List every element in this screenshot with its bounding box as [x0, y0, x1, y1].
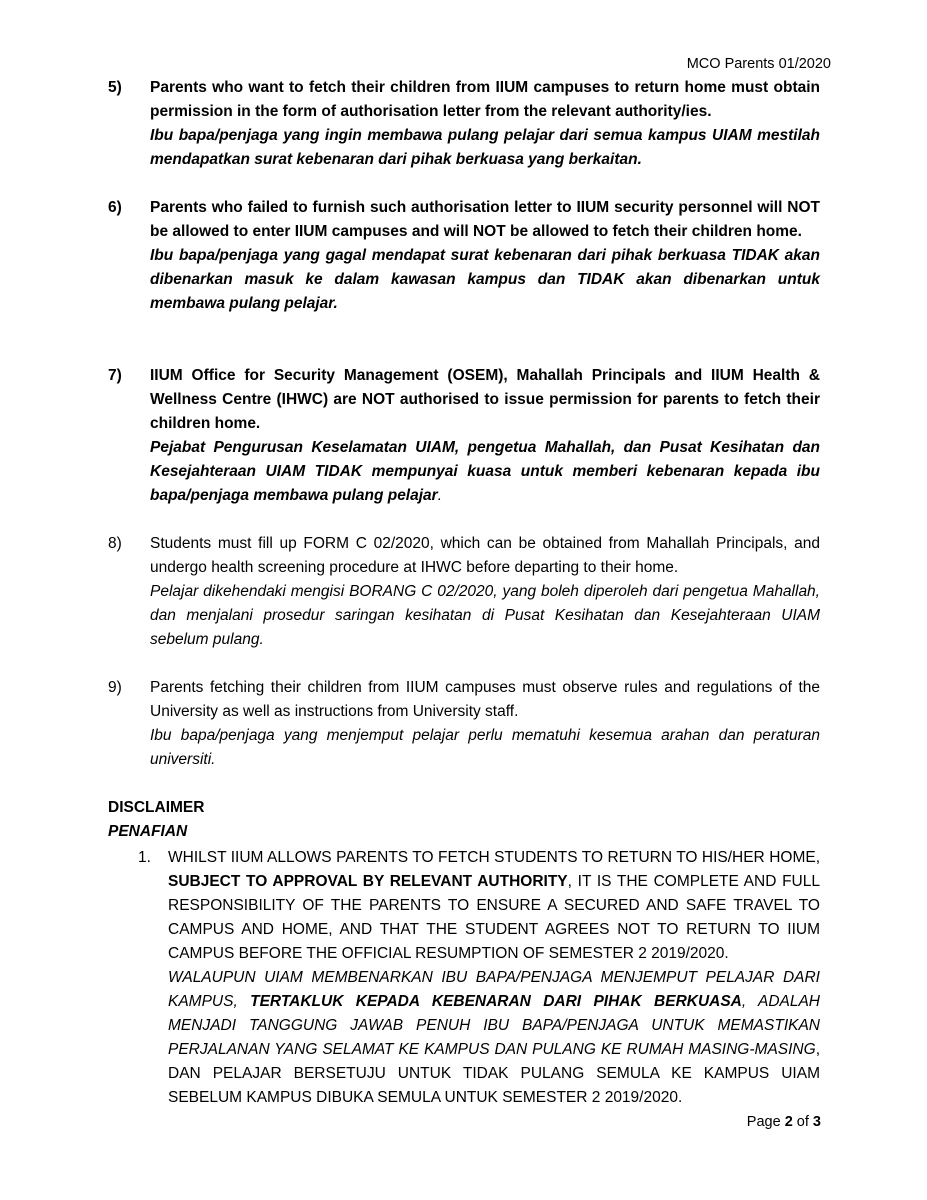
document-reference: MCO Parents 01/2020	[686, 56, 831, 72]
item-text-malay: Ibu bapa/penjaga yang gagal mendapat surat kebenaran dari pihak berkuasa TIDAK akan dibenarkan masuk ke dalam kawasan kampus dan TIDAK akan dibenarkan untuk membawa pulang pelajar.	[150, 247, 820, 312]
disclaimer-text-malay: WALAUPUN UIAM MEMBENARKAN IBU BAPA/PENJAGA MENJEMPUT PELAJAR DARI KAMPUS, TERTAKLUK KEPADA KEBENARAN DARI PIHAK BERKUASA, ADALAH MENJADI TANGGUNG JAWAB PENUH IBU BAPA/PENJAGA UNTUK MEMASTIKAN PERJALANAN YANG SELAMAT KE KAMPUS DAN PULANG KE RUMAH MASING-MASING, DAN PELAJAR BERSETUJU UNTUK TIDAK PULANG SEMULA KE KAMPUS UIAM SEBELUM KAMPUS DIBUKA SEMULA UNTUK SEMESTER 2 2019/2020.	[168, 969, 820, 1106]
list-item-5	[108, 76, 820, 172]
item-number: 6)	[108, 199, 122, 216]
list-item-8	[108, 532, 820, 652]
list-item-6	[108, 196, 820, 316]
item-text-english: Parents who want to fetch their children from IIUM campuses to return home must obtain permission in the form of authorisation letter from the relevant authority/ies.	[150, 79, 820, 120]
item-text-malay: Pejabat Pengurusan Keselamatan UIAM, pengetua Mahallah, dan Pusat Kesihatan dan Kesejahteraan UIAM TIDAK mempunyai kuasa untuk memberi kebenaran kepada ibu bapa/penjaga membawa pulang pelajar	[150, 439, 820, 504]
item-number: 7)	[108, 367, 122, 384]
page-number: Page 2 of 3	[746, 1114, 821, 1130]
item-text-english: Parents who failed to furnish such authorisation letter to IIUM security personnel will NOT be allowed to enter IIUM campuses and will NOT be allowed to fetch their children home.	[150, 199, 820, 240]
item-text-english: IIUM Office for Security Management (OSEM), Mahallah Principals and IIUM Health & Wellness Centre (IHWC) are NOT authorised to issue permission for parents to fetch their children home.	[150, 367, 820, 432]
disclaimer-heading: DISCLAIMER	[108, 799, 205, 816]
list-item-9	[108, 676, 820, 772]
disclaimer-emphasis-english: SUBJECT TO APPROVAL BY RELEVANT AUTHORITY	[168, 873, 568, 890]
disclaimer-subheading: PENAFIAN	[108, 823, 188, 840]
item-text-english: Parents fetching their children from IIUM campuses must observe rules and regulations of the University as well as instructions from University staff.	[150, 679, 820, 720]
disclaimer-item-1	[138, 846, 820, 1110]
item-text-malay: Ibu bapa/penjaga yang ingin membawa pulang pelajar dari semua kampus UIAM mestilah mendapatkan surat kebenaran dari pihak berkuasa yang berkaitan.	[150, 127, 820, 168]
list-item-7	[108, 364, 820, 508]
item-number: 5)	[108, 79, 122, 96]
item-number: 9)	[108, 679, 122, 696]
item-number: 1.	[138, 849, 151, 866]
item-text-malay: Pelajar dikehendaki mengisi BORANG C 02/2020, yang boleh diperoleh dari pengetua Mahallah, dan menjalani prosedur saringan kesihatan di Pusat Kesihatan dan Kesejahteraan UIAM sebelum pulang.	[150, 583, 820, 648]
item-text-malay: Ibu bapa/penjaga yang menjemput pelajar perlu mematuhi kesemua arahan dan peraturan universiti.	[150, 727, 820, 768]
item-text-malay-end: .	[437, 487, 443, 504]
disclaimer-emphasis-malay: TERTAKLUK KEPADA KEBENARAN DARI PIHAK BERKUASA	[250, 993, 742, 1010]
item-number: 8)	[108, 535, 122, 552]
current-page: 2	[784, 1114, 793, 1130]
total-pages: 3	[812, 1114, 821, 1130]
disclaimer-text-english: WHILST IIUM ALLOWS PARENTS TO FETCH STUDENTS TO RETURN TO HIS/HER HOME, SUBJECT TO APPROVAL BY RELEVANT AUTHORITY, IT IS THE COMPLETE AND FULL RESPONSIBILITY OF THE PARENTS TO ENSURE A SECURED AND SAFE TRAVEL TO CAMPUS AND HOME, AND THAT THE STUDENT AGREES NOT TO RETURN TO IIUM CAMPUS BEFORE THE OFFICIAL RESUMPTION OF SEMESTER 2 2019/2020.	[168, 849, 820, 962]
item-text-english: Students must fill up FORM C 02/2020, which can be obtained from Mahallah Principals, and undergo health screening procedure at IHWC before departing to their home.	[150, 535, 820, 576]
